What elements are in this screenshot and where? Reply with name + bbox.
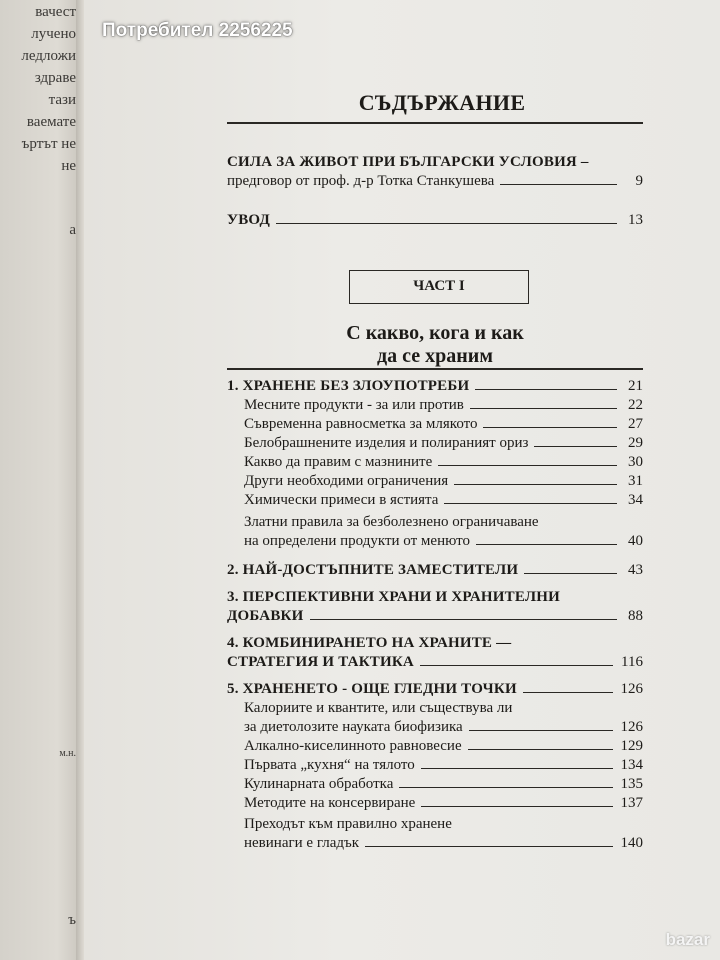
left-page-fragment: м.н. [59,748,76,759]
left-page-fragment: ваемате [26,114,76,130]
page-number: 29 [628,435,643,451]
left-page-edge [0,0,82,960]
page-number: 116 [621,654,643,670]
toc-subentry [244,452,643,471]
page-number: 31 [628,473,643,489]
page-number: 30 [628,454,643,470]
leader-line [420,665,613,666]
chapter-title-cont: ДОБАВКИ [227,608,304,624]
toc-subentry [244,433,643,452]
page-number: 129 [620,738,643,754]
left-page-fragment: а [69,222,76,238]
toc-chapter-3 [227,587,643,625]
leader-line [475,389,617,390]
page-number: 140 [620,835,643,851]
entry-title: СИЛА ЗА ЖИВОТ ПРИ БЪЛГАРСКИ УСЛОВИЯ – [227,154,589,170]
subentry-title: Методите на консервиране [244,795,416,811]
subentry-title: Други необходими ограничения [244,473,449,489]
subentry-title: Кулинарната обработка [244,776,394,792]
leader-line [524,573,617,574]
left-page-fragment: ъ [68,912,76,928]
leader-line [438,465,617,466]
left-page-fragment: ъртът не [21,136,76,152]
subentry-title-cont: за диетолозите науката биофизика [244,719,463,735]
toc-subentry [244,490,643,509]
leader-line [469,730,613,731]
chapter-title: 2. НАЙ-ДОСТЪПНИТЕ ЗАМЕСТИТЕЛИ [227,562,519,578]
entry-title: УВОД [227,212,271,228]
leader-line [476,544,617,545]
subentry-title-cont: на определени продукти от менюто [244,533,470,549]
book-page [84,0,720,960]
toc-entry-preface [227,152,643,190]
part-title [227,322,643,368]
page-number: 135 [620,776,643,792]
subentry-title: Съвременна равносметка за млякото [244,416,478,432]
toc-subentry [244,814,643,852]
heading-rule [227,122,643,124]
subentry-title: Преходът към правилно хранене [244,816,452,832]
toc-subentry [244,755,643,774]
leader-line [399,787,612,788]
chapter-title: 4. КОМБИНИРАНЕТО НА ХРАНИТЕ — [227,635,512,651]
leader-line [421,768,613,769]
toc-subentry [244,793,643,812]
leader-line [444,503,617,504]
leader-line [468,749,613,750]
leader-line [500,184,617,185]
page-number: 126 [620,719,643,735]
subentry-title: Какво да правим с мазнините [244,454,433,470]
subentry-title-cont: невинаги е гладък [244,835,360,851]
left-page-fragment: ледложи [21,48,76,64]
part-title-line: С какво, кога и как [346,322,524,344]
part-rule [227,368,643,370]
user-watermark: Потребител 2256225 [102,20,293,41]
leader-line [483,427,617,428]
leader-line [421,806,612,807]
left-page-fragment: вачест [35,4,76,20]
bazar-logo: bazar [665,930,710,949]
subentry-title: Калориите и квантите, или съществува ли [244,700,513,716]
toc-subentry [244,736,643,755]
toc-chapter-5 [227,679,643,698]
subentry-title: Месните продукти - за или против [244,397,464,413]
toc-subentry [244,512,643,550]
left-page-fragment: не [61,158,76,174]
page-number: 134 [620,757,643,773]
leader-line [470,408,617,409]
toc-chapter-4 [227,633,643,671]
chapter-title: 1. ХРАНЕНЕ БЕЗ ЗЛОУПОТРЕБИ [227,378,470,394]
page-number: 9 [635,173,643,189]
left-page-fragment: тази [48,92,76,108]
page-number: 126 [620,681,643,697]
toc-subentry [244,698,643,736]
page-number: 13 [628,212,643,228]
page-number: 137 [620,795,643,811]
leader-line [310,619,618,620]
part-label-box: ЧАСТ I [349,270,529,304]
page-number: 21 [628,378,643,394]
chapter-title: 5. ХРАНЕНЕТО - ОЩЕ ГЛЕДНИ ТОЧКИ [227,681,517,697]
page-number: 22 [628,397,643,413]
part-title-line: да се храним [377,345,493,367]
leader-line [276,223,617,224]
leader-line [523,692,613,693]
leader-line [454,484,617,485]
page-number: 27 [628,416,643,432]
toc-heading: СЪДЪРЖАНИЕ [358,90,526,115]
toc-subentry [244,471,643,490]
toc-subentry [244,414,643,433]
left-page-fragment: лучено [31,26,76,42]
chapter-title: 3. ПЕРСПЕКТИВНИ ХРАНИ И ХРАНИТЕЛНИ [227,589,560,605]
entry-subtitle: предговор от проф. д-р Тотка Станкушева [227,173,495,189]
page-number: 88 [628,608,643,624]
chapter-title-cont: СТРАТЕГИЯ И ТАКТИКА [227,654,414,670]
subentry-title: Белобрашнените изделия и полираният ориз [244,435,529,451]
leader-line [534,446,617,447]
toc-entry-intro [227,210,643,229]
page-number: 43 [628,562,643,578]
page-number: 40 [628,533,643,549]
subentry-title: Първата „кухня“ на тялото [244,757,415,773]
toc-chapter-2 [227,560,643,579]
toc-chapter-1 [227,376,643,395]
page-number: 34 [628,492,643,508]
subentry-title: Алкално-киселинното равновесие [244,738,462,754]
left-page-fragment: здраве [34,70,76,86]
leader-line [365,846,612,847]
toc-subentry [244,395,643,414]
subentry-title: Златни правила за безболезнено ограничаване [244,514,539,530]
toc-subentry [244,774,643,793]
subentry-title: Химически примеси в ястията [244,492,439,508]
